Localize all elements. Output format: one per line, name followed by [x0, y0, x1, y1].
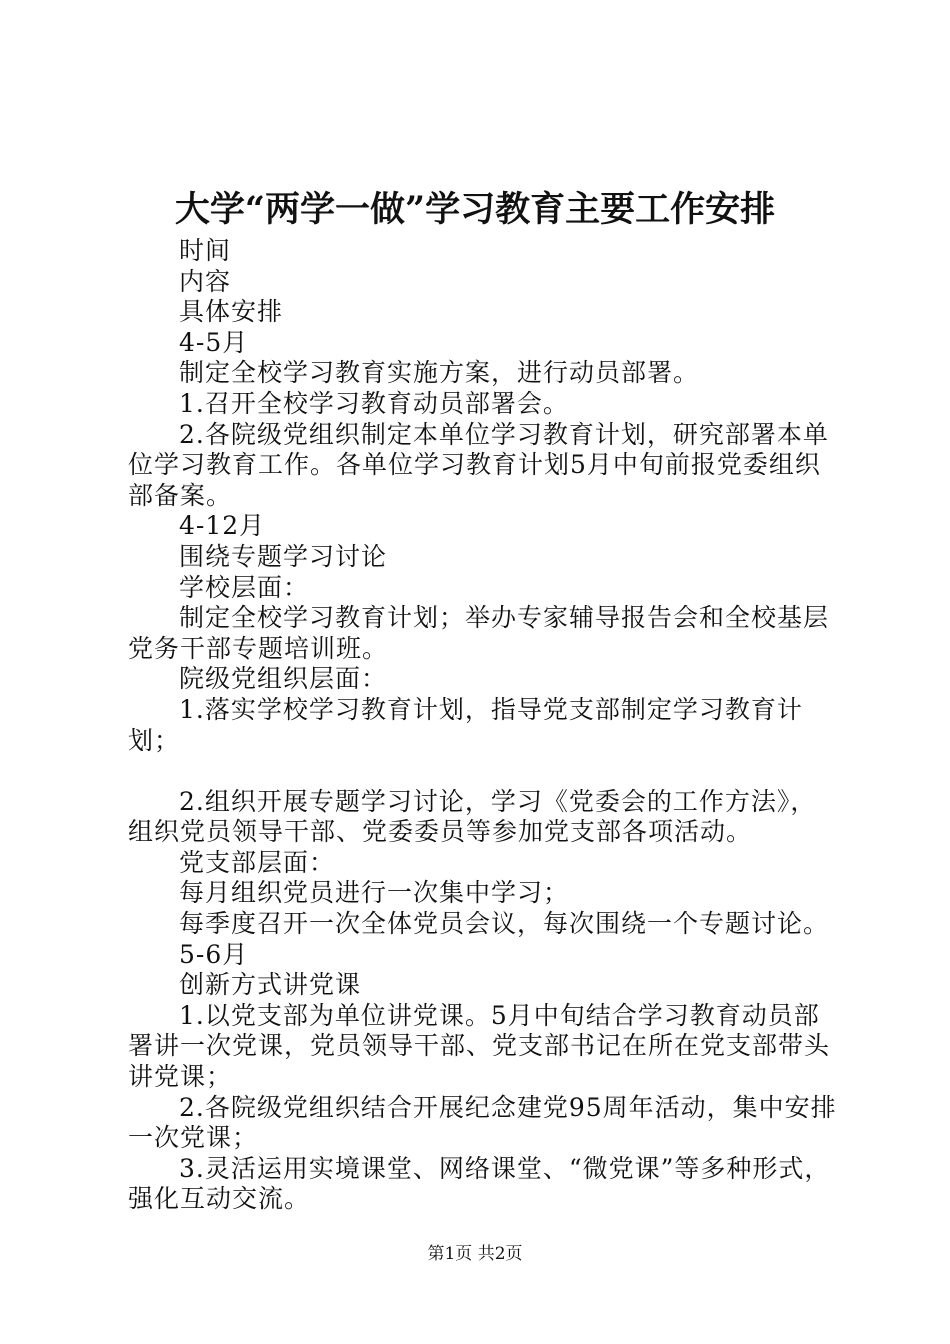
paragraph: 3.灵活运用实境课堂、网络课堂、“微党课”等多种形式，强化互动交流。 [128, 1153, 831, 1214]
blank-line [128, 756, 840, 787]
paragraph: 1.落实学校学习教育计划，指导党支部制定学习教育计划； [128, 694, 803, 755]
paragraph: 围绕专题学习讨论 [179, 541, 388, 571]
page-footer: 第1页 共2页 [427, 1244, 523, 1264]
paragraph: 1.召开全校学习教育动员部署会。 [179, 388, 569, 418]
paragraph: 院级党组织层面： [179, 664, 388, 694]
paragraph: 1.以党支部为单位讲党课。5月中旬结合学习教育动员部署讲一次党课，党员领导干部、党支部书记在所在党支部带头讲党课； [128, 1000, 831, 1092]
paragraph: 时间 [179, 236, 232, 265]
paragraph: 制定全校学习教育计划；举办专家辅导报告会和全校基层党务干部专题培训班。 [128, 603, 830, 663]
paragraph: 党支部层面： [179, 847, 336, 877]
paragraph: 2.组织开展专题学习讨论，学习《党委会的工作方法》，组织党员领导干部、党委委员等参加党支部各项活动。 [128, 786, 817, 847]
paragraph: 内容 [179, 266, 232, 296]
paragraph: 4-12月 [179, 511, 266, 541]
paragraph: 每季度召开一次全体党员会议，每次围绕一个专题讨论。 [179, 909, 830, 939]
paragraph: 2.各院级党组织结合开展纪念建党95周年活动，集中安排一次党课； [128, 1092, 837, 1153]
paragraph: 具体安排 [179, 297, 284, 327]
document-title: 大学“两学一做”学习教育主要工作安排 [174, 189, 776, 230]
paragraph: 每月组织党员进行一次集中学习； [179, 878, 570, 908]
paragraph: 2.各院级党组织制定本单位学习教育计划，研究部署本单位学习教育工作。各单位学习教育计划5月中旬前报党委组织部备案。 [128, 419, 829, 510]
paragraph: 学校层面： [179, 572, 310, 602]
document-body [128, 236, 840, 1215]
paragraph: 4-5月 [179, 327, 249, 357]
paragraph: 5-6月 [179, 939, 249, 969]
paragraph: 创新方式讲党课 [179, 970, 362, 1000]
paragraph: 制定全校学习教育实施方案，进行动员部署。 [179, 358, 700, 388]
